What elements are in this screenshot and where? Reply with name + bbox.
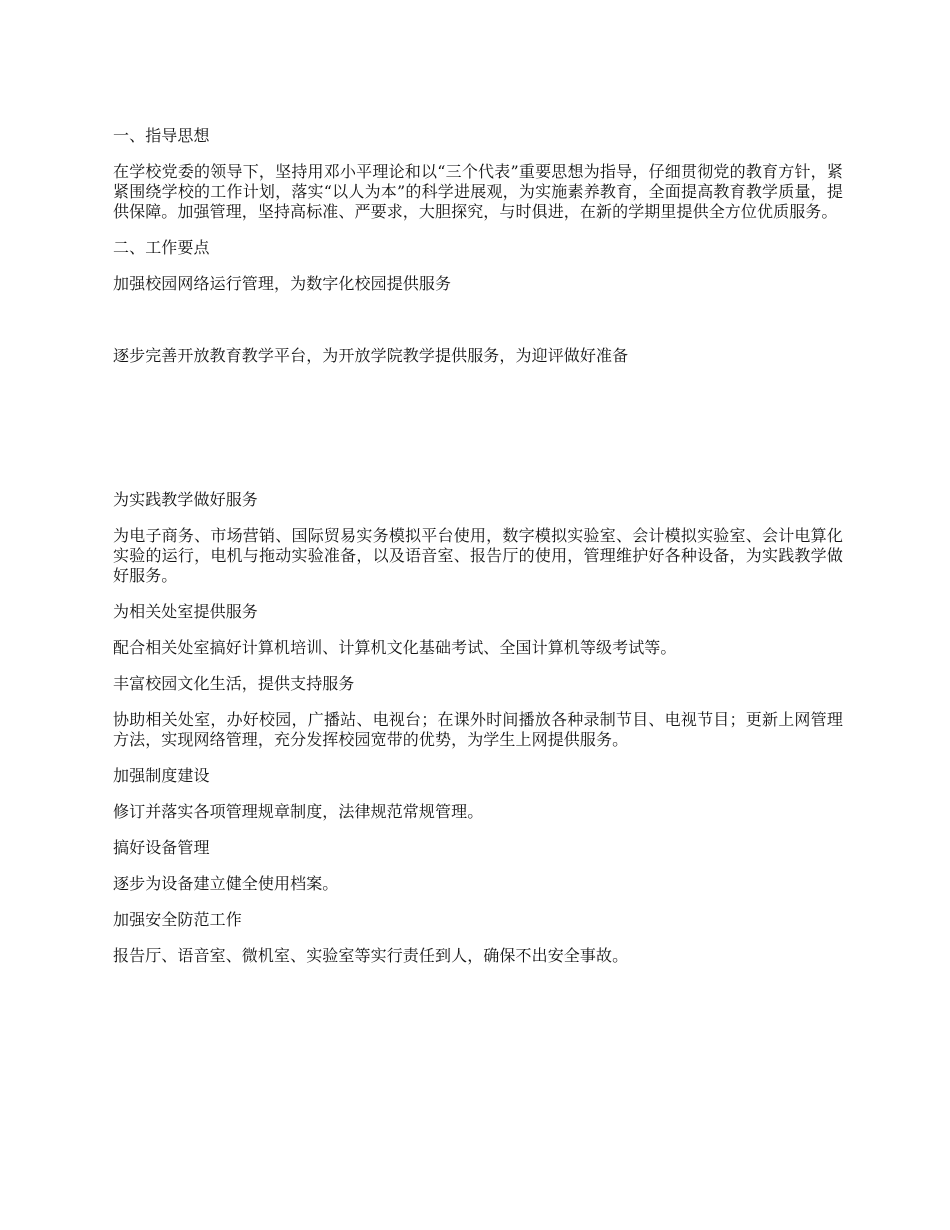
item-equipment-management-heading: 搞好设备管理 — [113, 838, 210, 857]
section-heading-guiding-ideology: 一、指导思想 — [113, 126, 210, 145]
paragraph-guiding-ideology: 在学校党委的领导下，坚持用邓小平理论和以“三个代表”重要思想为指导，仔细贯彻党的教育方针，紧紧围绕学校的工作计划，落实“以人为本”的科学进展观，为实施素养教育，全面提高教育教学质量，提供保障。加强管理，坚持高标准、严要求，大胆探究，与时俱进，在新的学期里提供全方位优质服务。 — [113, 162, 843, 221]
item-related-offices-heading: 为相关处室提供服务 — [113, 602, 258, 621]
item-practice-teaching-heading: 为实践教学做好服务 — [113, 490, 258, 509]
item-safety-heading: 加强安全防范工作 — [113, 910, 242, 929]
paragraph-campus-culture: 协助相关处室，办好校园，广播站、电视台；在课外时间播放各种录制节目、电视节目；更新上网管理方法，实现网络管理，充分发挥校园宽带的优势，为学生上网提供服务。 — [113, 710, 843, 749]
item-campus-culture-heading: 丰富校园文化生活，提供支持服务 — [113, 674, 355, 693]
item-network-management: 加强校园网络运行管理，为数字化校园提供服务 — [113, 274, 452, 293]
item-open-education-platform: 逐步完善开放教育教学平台，为开放学院教学提供服务，为迎评做好准备 — [113, 346, 629, 365]
paragraph-safety: 报告厅、语音室、微机室、实验室等实行责任到人，确保不出安全事故。 — [113, 946, 629, 965]
section-heading-work-points: 二、工作要点 — [113, 238, 210, 257]
paragraph-equipment-management: 逐步为设备建立健全使用档案。 — [113, 874, 339, 893]
paragraph-practice-teaching: 为电子商务、市场营销、国际贸易实务模拟平台使用，数字模拟实验室、会计模拟实验室、会计电算化实验的运行，电机与拖动实验准备，以及语音室、报告厅的使用，管理维护好各种设备，为实践教学做好服务。 — [113, 526, 843, 585]
paragraph-system-building: 修订并落实各项管理规章制度，法律规范常规管理。 — [113, 802, 484, 821]
item-system-building-heading: 加强制度建设 — [113, 766, 210, 785]
paragraph-related-offices: 配合相关处室搞好计算机培训、计算机文化基础考试、全国计算机等级考试等。 — [113, 638, 677, 657]
document-body — [113, 126, 843, 966]
